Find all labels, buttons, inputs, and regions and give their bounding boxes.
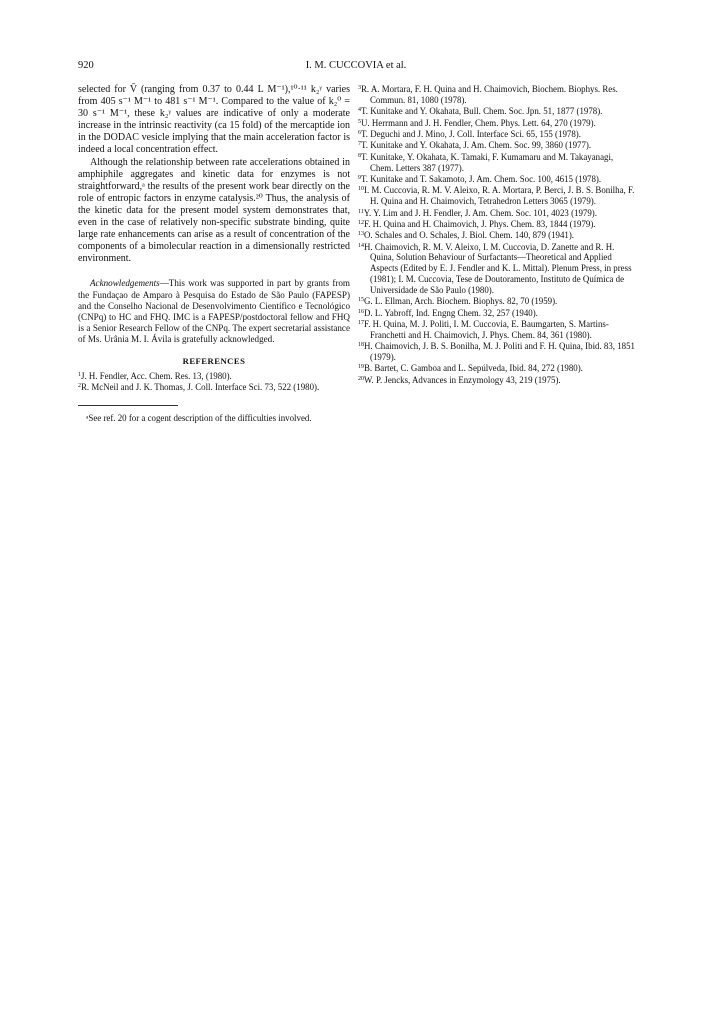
right-column xyxy=(358,84,636,386)
reference-number: 17 xyxy=(358,320,364,327)
reference-item xyxy=(358,129,636,140)
acknowledgements xyxy=(78,278,350,345)
references-title: REFERENCES xyxy=(182,355,246,366)
reference-list-right xyxy=(358,84,636,386)
reference-number: 18 xyxy=(358,342,364,349)
reference-text: T. Kunitake and T. Sakamoto, J. Am. Chem. Soc. 100, 4615 (1978). xyxy=(361,173,602,184)
reference-number: 11 xyxy=(358,208,364,215)
reference-item xyxy=(358,140,636,151)
reference-number: 10 xyxy=(358,186,364,193)
reference-number: 6 xyxy=(358,129,361,136)
reference-item xyxy=(358,341,636,363)
reference-text: G. L. Ellman, Arch. Biochem. Biophys. 82, 70 (1959). xyxy=(364,296,558,307)
page-header xyxy=(78,59,634,73)
reference-number: 15 xyxy=(358,297,364,304)
reference-item xyxy=(358,242,636,296)
acknowledgements-text: —This work was supported in part by grants from the Fundaçao de Amparo à Pesquisa do Estado de São Paulo (FAPESP) and the Conselho Nacional de Desenvolvimento Científico e Tecnológico (CNPq) to HC and FHQ. IMC is a FAPESP/postdoctoral fellow and FHQ is a Senior Research Fellow of the CNPq. The expert secretarial assistance of Ms. Urânia M. I. Ávila is gratefully acknowledged. xyxy=(78,278,350,345)
reference-text: T. Kunitake and Y. Okahata, J. Am. Chem. Soc. 99, 3860 (1977). xyxy=(361,140,592,151)
reference-text: D. L. Yabroff, Ind. Engng Chem. 32, 257 (1940). xyxy=(364,307,538,318)
body-paragraph: Although the relationship between rate accelerations obtained in amphiphile aggregates and kinetic data for enzymes is not straightforward,ᵃ the results of the present work bear directly on the role of entropic factors in enzyme catalysis.²⁰ Thus, the analysis of the kinetic data for the present model system demonstrates that, even in the case of relatively non-specific substrate binding, quite large rate enhancements can arise as a result of concentration of the components of a bimolecular reaction in a dimensionally restricted environment. xyxy=(78,156,350,265)
reference-item xyxy=(358,152,636,174)
reference-number: 5 xyxy=(358,118,361,125)
reference-number: 8 xyxy=(358,152,361,159)
reference-item xyxy=(358,84,636,106)
footnote-divider xyxy=(78,405,178,406)
reference-number: 16 xyxy=(358,308,364,315)
reference-number: 1 xyxy=(78,371,81,378)
reference-text: J. H. Fendler, Acc. Chem. Res. 13, (1980). xyxy=(81,370,232,381)
reference-text: I. M. Cuccovia, R. M. V. Aleixo, R. A. Mortara, P. Berci, J. B. S. Bonilha, F. H. Quina and H. Chaimovich, Tetrahedron Letters 3065 (1979). xyxy=(364,185,635,207)
acknowledgements-heading: Acknowledgements xyxy=(90,278,160,289)
left-column xyxy=(78,84,350,425)
reference-number: 9 xyxy=(358,174,361,181)
reference-number: 13 xyxy=(358,231,364,238)
footnote: ᵃSee ref. 20 for a cogent description of the difficulties involved. xyxy=(86,413,312,424)
reference-text: U. Herrmann and J. H. Fendler, Chem. Phys. Lett. 64, 270 (1979). xyxy=(361,117,596,128)
reference-text: T. Kunitake and Y. Okahata, Bull. Chem. Soc. Jpn. 51, 1877 (1978). xyxy=(361,106,603,117)
reference-text: F. H. Quina, M. J. Politi, I. M. Cuccovia, E. Baumgarten, S. Martins-Franchetti and H. Chaimovich, J. Phys. Chem. 84, 361 (1980). xyxy=(364,319,609,340)
reference-text: T. Kunitake, Y. Okahata, K. Tamaki, F. Kumamaru and M. Takayanagi, Chem. Letters 387 (1977). xyxy=(361,151,614,173)
reference-text: Y. Y. Lim and J. H. Fendler, J. Am. Chem. Soc. 101, 4023 (1979). xyxy=(363,207,597,218)
reference-item xyxy=(78,382,350,393)
reference-text: H. Chaimovich, R. M. V. Aleixo, I. M. Cuccovia, D. Zanette and R. H. Quina, Solution Behaviour of Surfactants—Theoretical and Applied Aspects (Edited by E. J. Fendler and K. L. Mittal). Plenum Press, in press (1981); I. M. Cuccovia, Tese de Doutoramento, Instituto de Química de Universidade de São Paulo (1980). xyxy=(364,241,632,295)
reference-item xyxy=(358,308,636,319)
running-head: I. M. CUCCOVIA et al. xyxy=(305,60,407,71)
reference-text: W. P. Jencks, Advances in Enzymology 43, 219 (1975). xyxy=(364,374,561,385)
body-paragraph: selected for V̄ (ranging from 0.37 to 0.44 L M⁻¹),¹⁰·¹¹ k₂ᵞ varies from 405 s⁻¹ M⁻¹ to 481 s⁻¹ M⁻¹. Compared to the value of k₂⁰ = 30 s⁻¹ M⁻¹, these k₂ᵞ values are indicative of only a moderate increase in the intrinsic reactivity (ca 15 fold) of the mercaptide ion in the DODAC vesicle implying that the main acceleration factor is indeed a local concentration effect. xyxy=(78,84,350,156)
reference-item xyxy=(358,363,636,374)
reference-list-left xyxy=(78,371,350,393)
page-number: 920 xyxy=(78,60,94,71)
reference-item xyxy=(358,118,636,129)
reference-item xyxy=(78,371,350,382)
reference-text: B. Bartet, C. Gamboa and L. Sepúlveda, Ibid. 84, 272 (1980). xyxy=(364,363,583,374)
reference-text: F. H. Quina and H. Chaimovich, J. Phys. Chem. 83, 1844 (1979). xyxy=(364,218,596,229)
reference-item xyxy=(358,375,636,386)
reference-text: H. Chaimovich, J. B. S. Bonilha, M. J. Politi and F. H. Quina, Ibid. 83, 1851 (1979). xyxy=(364,341,635,363)
reference-number: 4 xyxy=(358,107,361,114)
reference-item xyxy=(358,230,636,241)
reference-number: 3 xyxy=(358,85,361,91)
reference-number: 7 xyxy=(358,141,361,148)
reference-number: 14 xyxy=(358,242,364,249)
reference-text: R. McNeil and J. K. Thomas, J. Coll. Interface Sci. 73, 522 (1980). xyxy=(81,381,320,392)
reference-item xyxy=(358,319,636,341)
reference-item xyxy=(358,219,636,230)
reference-text: R. A. Mortara, F. H. Quina and H. Chaimovich, Biochem. Biophys. Res. Commun. 81, 1080 (1978). xyxy=(361,84,618,105)
reference-text: T. Deguchi and J. Mino, J. Coll. Interface Sci. 65, 155 (1978). xyxy=(361,128,581,139)
reference-number: 2 xyxy=(78,382,81,389)
reference-item xyxy=(358,208,636,219)
reference-item xyxy=(358,185,636,207)
reference-item xyxy=(358,174,636,185)
reference-number: 20 xyxy=(358,375,364,382)
reference-number: 12 xyxy=(358,219,364,226)
reference-item xyxy=(358,296,636,307)
reference-number: 19 xyxy=(358,364,364,371)
reference-item xyxy=(358,106,636,117)
reference-text: O. Schales and O. Schales, J. Biol. Chem. 140, 879 (1941). xyxy=(364,230,575,241)
